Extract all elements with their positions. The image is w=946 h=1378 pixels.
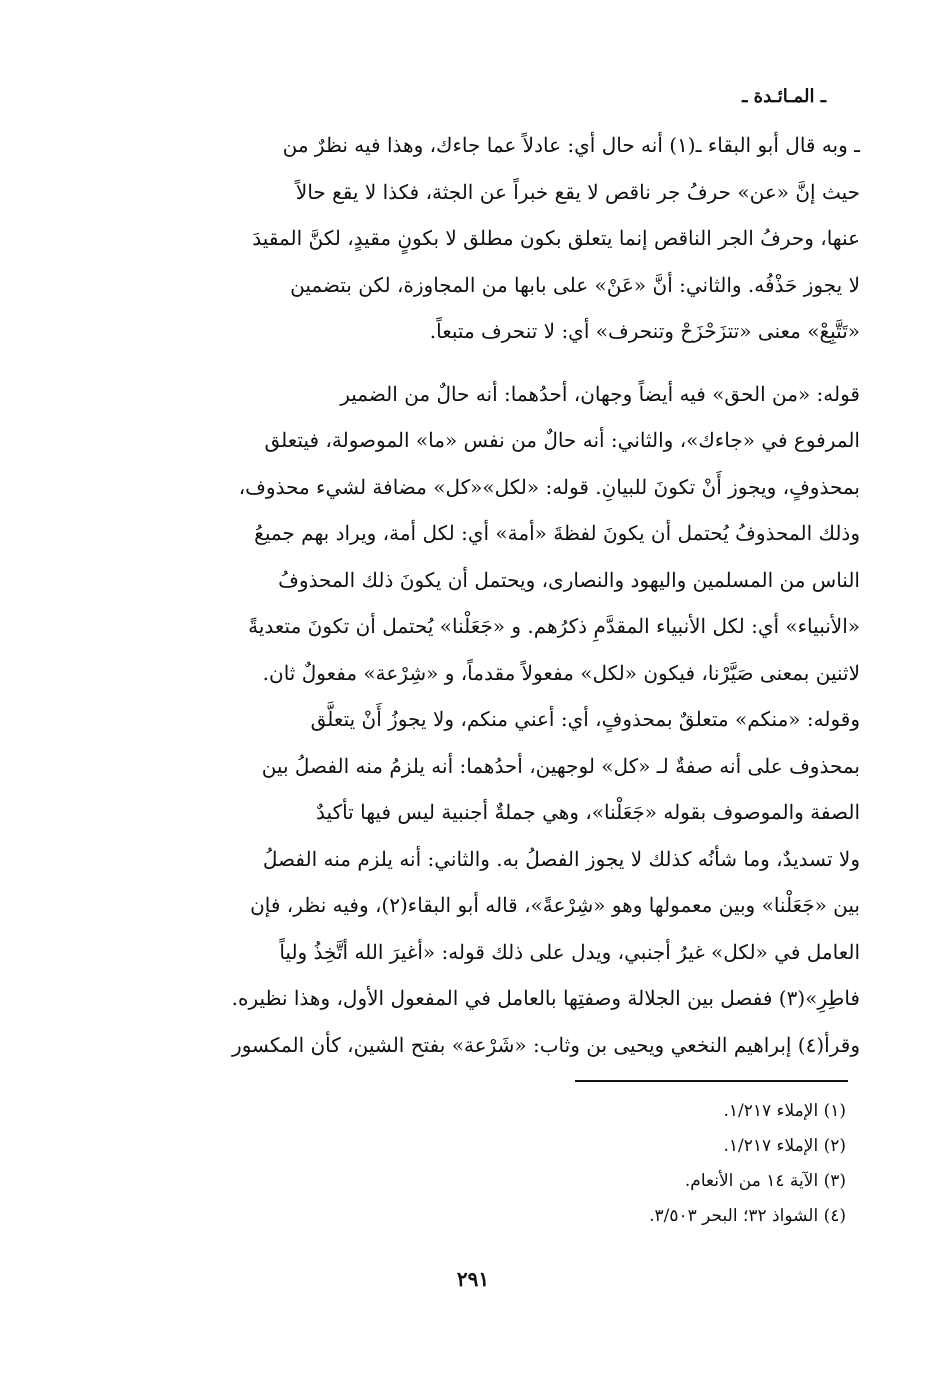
text-line: وقوله: «منكم» متعلقٌ بمحذوفٍ، أي: أعني منكم، ولا يجوزُ أَنْ يتعلَّق [310,707,860,731]
footnotes [346,1094,846,1234]
running-header: ـ المـائـدة ـ [742,86,826,107]
text-line: بين «جَعَلْنا» وبين معمولها وهو «شِرْعةً»، قاله أبو البقاء(٢)، وفيه نظر، فإن [250,893,860,917]
text-line: عنها، وحرفُ الجر الناقص إنما يتعلق بكون مطلق لا بكونٍ مقيدٍ، لكنَّ المقيدَ [252,226,860,250]
text-line: بمحذوف على أنه صفةٌ لـ «كل» لوجهين، أحدُهما: أنه يلزمُ منه الفصلُ بين [261,753,860,778]
body-text [100,122,860,1068]
text-line: بمحذوفٍ، ويجوز أَنْ تكونَ للبيانِ. قوله: «لكل»«كل» مضافة لشيء محذوف، [238,474,860,499]
text-line: وقرأ(٤) إبراهيم النخعي ويحيى بن وثاب: «شَرْعة» بفتح الشين، كأن المكسور [232,1032,860,1057]
footnote: (٤) الشواذ ٣٢؛ البحر ٣/٥٠٣. [649,1206,846,1226]
paragraph-1 [100,122,860,355]
text-line: الصفة والموصوف بقوله «جَعَلْنا»، وهي جملةٌ أجنبية ليس فيها تأكيدٌ [316,800,860,824]
text-line: العامل في «لكل» غيرُ أجنبي، ويدل على ذلك قوله: «أغيرَ الله أتَّخِذُ ولياً [279,939,860,964]
text-line: لا يجوز حَذْفُه. والثاني: أنَّ «عَنْ» على بابها من المجاوزة، لكن بتضمين [290,272,860,297]
footnote: (٢) الإملاء ١/٢١٧. [723,1136,846,1156]
text-line: ـ وبه قال أبو البقاء ـ(١) أنه حال أي: عادلاً عما جاءك، وهذا فيه نظرٌ من [282,133,860,157]
text-line: قوله: «من الحق» فيه أيضاً وجهان، أحدُهما: أنه حالٌ من الضمير [340,381,860,406]
text-line: فاطِرِ»(٣) ففصل بين الجلالة وصفتِها بالعامل في المفعول الأول، وهذا نظيره. [231,986,860,1010]
footnote: (٣) الآية ١٤ من الأنعام. [684,1171,846,1191]
footnote: (١) الإملاء ١/٢١٧. [723,1101,846,1121]
text-line: الناس من المسلمين واليهود والنصارى، ويحتمل أن يكونَ ذلك المحذوفُ [278,567,860,592]
text-line: لاثنين بمعنى صَيَّرْنا، فيكون «لكل» مفعولاً مقدماً، و «شِرْعة» مفعولٌ ثان. [262,660,860,685]
footnote-divider [575,1080,848,1082]
page-number: ٢٩١ [456,1267,490,1291]
text-line: ولا تسديدٌ، وما شأنُه كذلك لا يجوز الفصلُ به. والثاني: أنه يلزم منه الفصلُ [262,846,860,871]
text-line: المرفوع في «جاءك»، والثاني: أنه حالٌ من نفس «ما» الموصولة، فيتعلق [264,428,860,452]
text-line: «الأنبياء» أي: لكل الأنبياء المقدَّمِ ذكرُهم. و «جَعَلْنا» يُحتمل أن تكونَ متعديةً [248,614,860,638]
text-line: حيث إنَّ «عن» حرفُ جر ناقص لا يقع خبراً عن الجثة، فكذا لا يقع حالاً [295,179,860,204]
text-line: «تَتَّبِعْ» معنى «تتزَحْزَحْ وتنحرف» أي: لا تنحرف متبعاً. [429,319,860,343]
paragraph-2 [100,371,860,1069]
text-line: وذلك المحذوفُ يُحتمل أن يكونَ لفظةَ «أمة» أي: لكل أمة، ويراد بهم جميعُ [254,521,860,545]
